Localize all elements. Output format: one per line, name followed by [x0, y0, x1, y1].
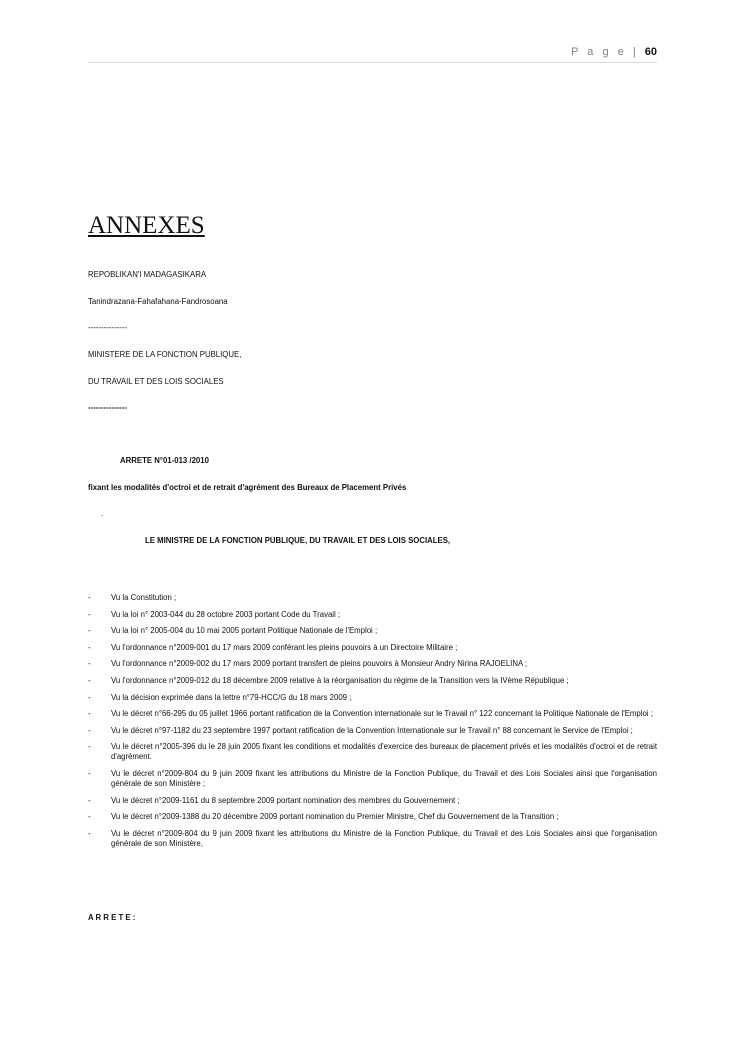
bullet-dash: - [88, 795, 91, 805]
consideration-item [88, 626, 657, 636]
page-separator: | [632, 46, 639, 58]
letterhead-divider: --------------- [88, 323, 127, 332]
consideration-text: Vu la Constitution ; [111, 593, 177, 602]
bullet-dash: - [88, 812, 91, 822]
consideration-item [88, 812, 657, 822]
consideration-text: Vu l'ordonnance n°2009-002 du 17 mars 2009 portant transfert de pleins pouvoirs à Monsieur Andry Nirina RAJOELINA ; [111, 659, 528, 669]
page-header [571, 46, 657, 58]
consideration-item [88, 796, 657, 806]
letterhead-country: REPOBLIKAN'I MADAGASIKARA [88, 270, 207, 279]
arrete-heading: A R R E T E : [88, 913, 136, 922]
arrete-subject: fixant les modalités d'octroi et de retrait d'agrément des Bureaux de Placement Privés [88, 483, 407, 492]
bullet-dash: - [88, 828, 91, 838]
consideration-text: Vu la loi n° 2005-004 du 10 mai 2005 portant Politique Nationale de l'Emploi ; [111, 626, 378, 636]
consideration-text: Vu le décret n°66-295 du 05 juillet 1966 portant ratification de la Convention internationale sur le Travail n° 122 concernant la Politique Nationale de l'Emploi ; [111, 709, 653, 719]
consideration-item [88, 769, 657, 789]
bullet-dash: - [88, 709, 91, 719]
consideration-text: Vu l'ordonnance n°2009-001 du 17 mars 2009 conférant les pleins pouvoirs à un Directoire Militaire ; [111, 642, 458, 652]
consideration-item [88, 742, 657, 762]
consideration-item [88, 676, 657, 686]
consideration-text: Vu l'ordonnance n°2009-012 du 18 décembre 2009 relative à la réorganisation du régime de la Transition vers la IVème République ; [111, 675, 569, 685]
consideration-text: Vu la loi n° 2003-044 du 28 octobre 2003 portant Code du Travail ; [111, 609, 341, 619]
bullet-dash: - [88, 692, 91, 702]
consideration-text: Vu le décret n°2005-396 du le 28 juin 2005 fixant les conditions et modalités d'exercice des bureaux de placement privés et les modalités d'octroi et de retrait d'agrément. [111, 742, 657, 762]
considerations-list [88, 593, 657, 855]
consideration-item [88, 610, 657, 620]
bullet-dash: - [88, 609, 91, 619]
consideration-text: Vu le décret n°2009-1161 du 8 septembre 2009 portant nomination des membres du Gouvernement ; [111, 795, 460, 805]
page-number: 60 [644, 46, 657, 58]
page-label: P a g e [571, 46, 627, 58]
header-rule [88, 62, 657, 63]
consideration-item [88, 726, 657, 736]
letterhead-ministry-2: DU TRAVAIL ET DES LOIS SOCIALES [88, 377, 224, 386]
arrete-number: ARRETE N°01-013 /2010 [120, 456, 209, 465]
consideration-item [88, 643, 657, 653]
bullet-dash: - [88, 642, 91, 652]
consideration-text: Vu la décision exprimée dans la lettre n°79-HCC/G du 18 mars 2009 ; [111, 692, 352, 702]
consideration-item [88, 709, 657, 719]
bullet-dash: - [88, 626, 91, 636]
consideration-text: Vu le décret n°2009-1388 du 20 décembre 2009 portant nomination du Premier Ministre, Chef du Gouvernement de la Transition ; [111, 812, 559, 822]
letterhead-divider-bold: --------------- [88, 403, 127, 412]
consideration-text: Vu le décret n°2009-804 du 9 juin 2009 fixant les attributions du Ministre de la Fonction Publique, du Travail et des Lois Sociales ainsi que l'organisation générale de son Ministère ; [111, 768, 657, 788]
consideration-item [88, 593, 657, 603]
consideration-text: Vu le décret n°2009-804 du 9 juin 2009 fixant les attributions du Ministre de la Fonction Publique, du Travail et des Lois Sociales ainsi que l'organisation générale de son Ministère, [111, 828, 657, 848]
bullet-dash: - [88, 659, 91, 669]
bullet-dash: - [88, 742, 91, 752]
minister-heading: LE MINISTRE DE LA FONCTION PUBLIQUE, DU TRAVAIL ET DES LOIS SOCIALES, [145, 536, 451, 545]
bullet-dash: - [88, 593, 91, 602]
consideration-item [88, 829, 657, 849]
bullet-dash: - [88, 675, 91, 685]
dot: . [101, 509, 104, 518]
consideration-item [88, 693, 657, 703]
consideration-text: Vu le décret n°97-1182 du 23 septembre 1997 portant ratification de la Convention Internationale sur le Travail n° 88 concernant le Service de l'Emploi ; [111, 725, 633, 735]
consideration-item [88, 659, 657, 669]
bullet-dash: - [88, 725, 91, 735]
page-title: ANNEXES [88, 212, 205, 239]
letterhead-ministry: MINISTERE DE LA FONCTION PUBLIQUE, [88, 350, 242, 359]
bullet-dash: - [88, 768, 91, 778]
letterhead-motto: Tanindrazana-Fahafahana-Fandrosoana [88, 297, 228, 306]
